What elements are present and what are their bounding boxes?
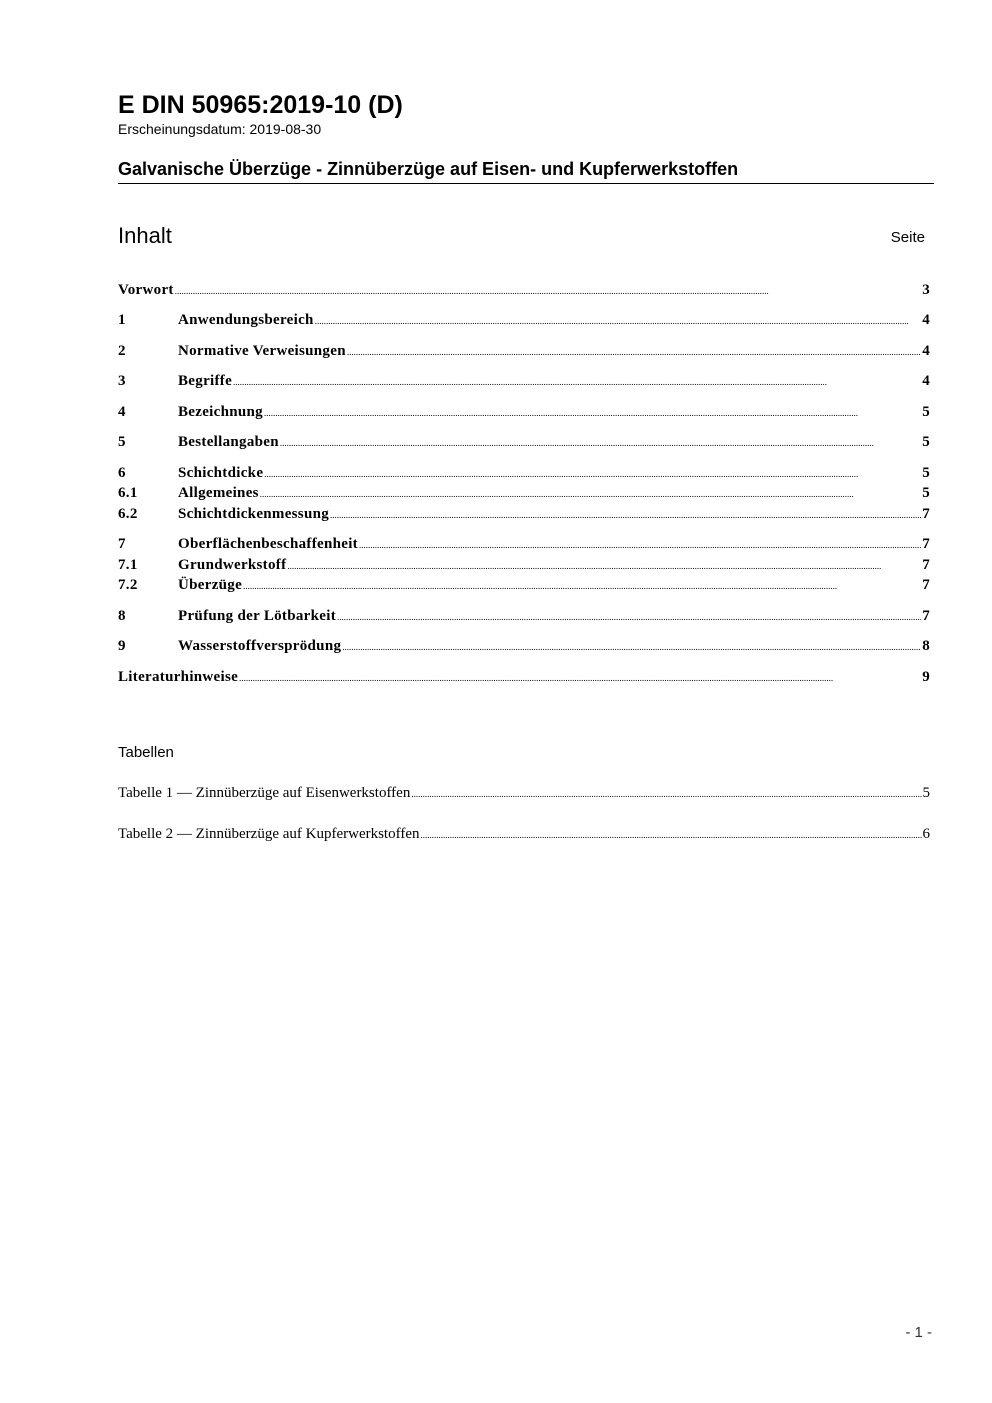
toc-entry-title: Schichtdickenmessung (178, 506, 330, 522)
toc-entry-title: Grundwerkstoff (178, 557, 287, 573)
toc-entry-6-1[interactable] (118, 483, 930, 503)
toc-entry-page: 7 (922, 608, 930, 624)
page-number: - 1 - (905, 1324, 932, 1341)
toc-entry-number: 7.2 (118, 577, 138, 593)
table-entry-title: Tabelle 1 — Zinnüberzüge auf Eisenwerkstoffen (118, 785, 411, 801)
toc-dot-leader (239, 667, 921, 687)
table-entry-2[interactable] (118, 824, 930, 844)
toc-entry-page: 4 (922, 343, 930, 359)
toc-dot-leader (175, 280, 921, 300)
toc-dot-leader (342, 636, 921, 656)
toc-entry-page: 3 (922, 282, 930, 298)
toc-entry-number: 7.1 (118, 557, 138, 573)
toc-entry-title: Vorwort (118, 282, 174, 298)
toc-entry-2[interactable] (118, 341, 930, 361)
toc-entry-number: 9 (118, 638, 126, 654)
toc-dot-leader (347, 341, 921, 361)
toc-dot-leader (233, 371, 921, 391)
toc-entry-page: 5 (922, 404, 930, 420)
toc-entry-number: 3 (118, 373, 126, 389)
toc-entry-1[interactable] (118, 310, 930, 330)
document-title: Galvanische Überzüge - Zinnüberzüge auf Eisen- und Kupferwerkstoffen (118, 159, 739, 179)
toc-entry-7-1[interactable] (118, 555, 930, 575)
toc-dot-leader (411, 783, 921, 803)
contents-heading: Inhalt (118, 223, 172, 248)
toc-dot-leader (264, 402, 921, 422)
toc-entry-page: 5 (922, 485, 930, 501)
toc-entry-5[interactable] (118, 432, 930, 452)
table-entry-1[interactable] (118, 783, 930, 803)
toc-dot-leader (280, 432, 921, 452)
toc-entry-number: 6 (118, 465, 126, 481)
toc-dot-leader (359, 534, 921, 554)
toc-entry-6-2[interactable] (118, 504, 930, 524)
toc-dot-leader (420, 824, 921, 844)
toc-entry-page: 7 (922, 506, 930, 522)
toc-entry-literaturhinweise[interactable] (118, 667, 930, 687)
toc-entry-title: Allgemeines (178, 485, 259, 501)
toc-entry-title: Normative Verweisungen (178, 343, 346, 359)
toc-entry-title: Anwendungsbereich (178, 312, 314, 328)
toc-entry-7-2[interactable] (118, 575, 930, 595)
toc-entry-page: 7 (922, 557, 930, 573)
toc-entry-7[interactable] (118, 534, 930, 554)
toc-entry-8[interactable] (118, 606, 930, 626)
publication-date: Erscheinungsdatum: 2019-08-30 (118, 121, 322, 137)
toc-entry-3[interactable] (118, 371, 930, 391)
toc-dot-leader (287, 555, 921, 575)
toc-entry-number: 2 (118, 343, 126, 359)
toc-entry-title: Literaturhinweise (118, 669, 239, 685)
toc-entry-title: Überzüge (178, 577, 243, 593)
toc-entry-page: 4 (922, 373, 930, 389)
toc-entry-title: Oberflächenbeschaffenheit (178, 536, 358, 552)
toc-entry-number: 7 (118, 536, 126, 552)
toc-entry-number: 5 (118, 434, 126, 450)
toc-entry-title: Begriffe (178, 373, 233, 389)
table-entry-title: Tabelle 2 — Zinnüberzüge auf Kupferwerkstoffen (118, 826, 420, 842)
toc-entry-6[interactable] (118, 463, 930, 483)
page-column-label: Seite (890, 229, 925, 246)
tables-heading: Tabellen (118, 744, 174, 761)
table-entry-page: 5 (922, 785, 930, 801)
toc-entry-page: 7 (922, 536, 930, 552)
toc-entry-page: 7 (922, 577, 930, 593)
toc-entry-number: 8 (118, 608, 126, 624)
toc-entry-page: 5 (922, 434, 930, 450)
toc-dot-leader (243, 575, 921, 595)
toc-entry-page: 4 (922, 312, 930, 328)
toc-entry-vorwort[interactable] (118, 280, 930, 300)
toc-entry-title: Prüfung der Lötbarkeit (178, 608, 336, 624)
toc-entry-title: Bestellangaben (178, 434, 279, 450)
toc-entry-title: Schichtdicke (178, 465, 264, 481)
table-entry-page: 6 (922, 826, 930, 842)
toc-entry-number: 4 (118, 404, 126, 420)
toc-entry-title: Bezeichnung (178, 404, 263, 420)
toc-entry-9[interactable] (118, 636, 930, 656)
toc-entry-number: 1 (118, 312, 126, 328)
toc-entry-number: 6.1 (118, 485, 138, 501)
toc-dot-leader (264, 463, 921, 483)
document-id: E DIN 50965:2019-10 (D) (118, 91, 403, 119)
toc-entry-page: 5 (922, 465, 930, 481)
title-divider (118, 183, 934, 184)
toc-entry-page: 9 (922, 669, 930, 685)
toc-entry-title: Wasserstoffversprödung (178, 638, 342, 654)
toc-dot-leader (337, 606, 921, 626)
toc-entry-4[interactable] (118, 402, 930, 422)
toc-dot-leader (330, 504, 921, 524)
toc-dot-leader (260, 483, 921, 503)
toc-dot-leader (315, 310, 922, 330)
toc-entry-page: 8 (922, 638, 930, 654)
toc-entry-number: 6.2 (118, 506, 138, 522)
